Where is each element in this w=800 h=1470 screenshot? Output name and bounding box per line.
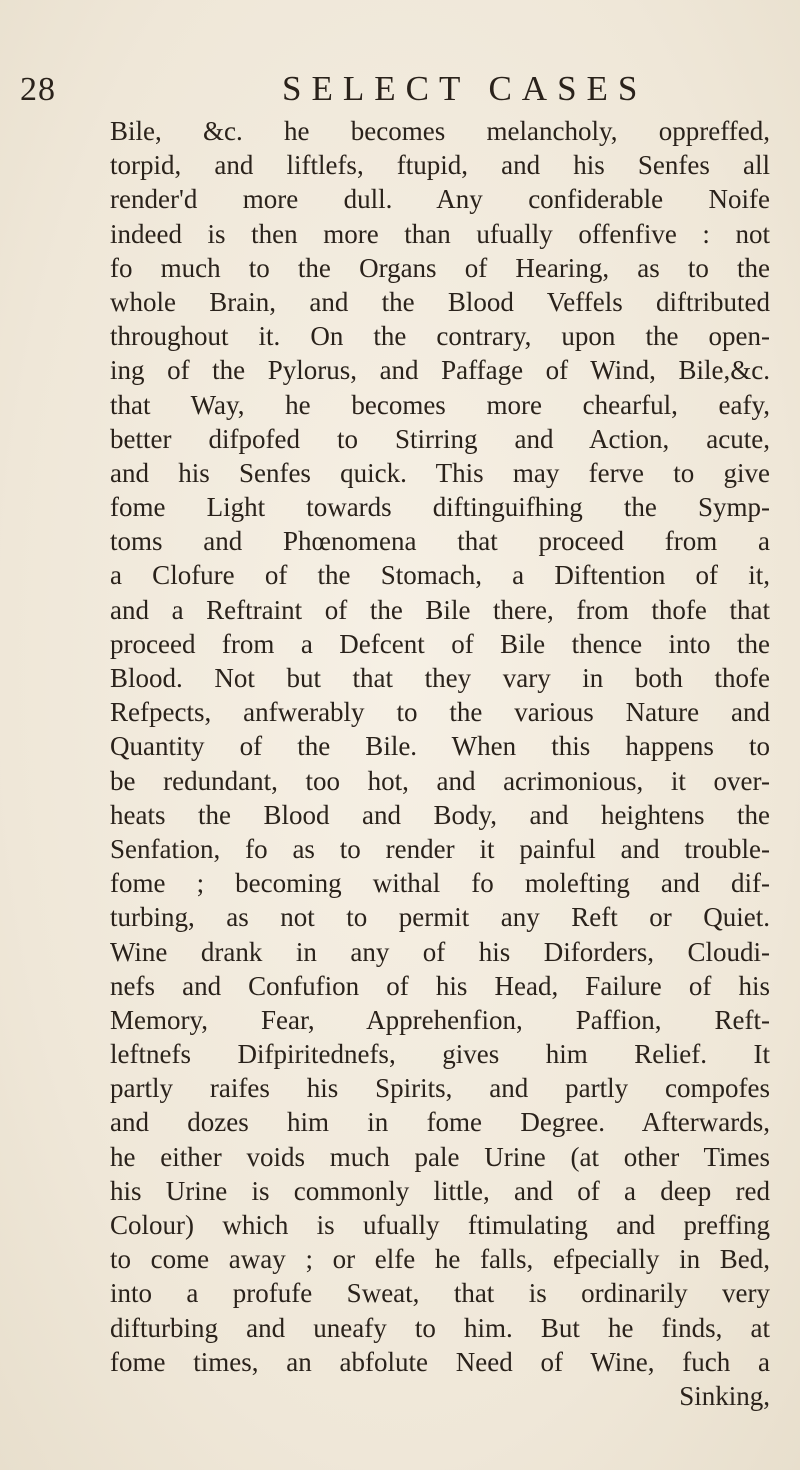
text-line: turbing, as not to permit any Reft or Quiet. [110,902,770,933]
text-line: heats the Blood and Body, and heightens the [110,799,770,830]
body-text [110,114,770,1413]
text-line: be redundant, too hot, and acrimonious, it over- [110,765,770,796]
text-line: nefs and Confufion of his Head, Failure of his [110,970,770,1001]
text-line: proceed from a Defcent of Bile thence into the [110,628,770,659]
text-line: to come away ; or elfe he falls, efpecially in Bed, [110,1244,770,1275]
text-line: Quantity of the Bile. When this happens to [110,731,770,762]
text-line: and a Reftraint of the Bile there, from thofe that [110,594,770,625]
text-line: and his Senfes quick. This may ferve to give [110,457,770,488]
text-line: his Urine is commonly little, and of a deep red [110,1175,770,1206]
text-line: fome Light towards diftinguifhing the Symp- [110,492,770,523]
text-line: into a profufe Sweat, that is ordinarily very [110,1278,770,1309]
text-line: he either voids much pale Urine (at other Times [110,1141,770,1172]
text-line: Wine drank in any of his Diforders, Cloudi- [110,936,770,967]
text-line: Refpects, anfwerably to the various Nature and [110,697,770,728]
text-line: whole Brain, and the Blood Veffels diftributed [110,286,770,317]
text-line: better difpofed to Stirring and Action, acute, [110,423,770,454]
text-line: torpid, and liftlefs, ftupid, and his Senfes all [110,150,770,181]
text-line: Blood. Not but that they vary in both thofe [110,663,770,693]
text-line: indeed is then more than ufually offenfive : not [110,218,770,249]
text-line: a Clofure of the Stomach, a Diftention of it, [110,560,770,591]
running-head: SELECT CASES [282,69,648,108]
text-line: and dozes him in fome Degree. Afterwards, [110,1107,770,1138]
text-line: toms and Phœnomena that proceed from a [110,526,770,557]
text-line: difturbing and uneafy to him. But he finds, at [110,1312,770,1343]
text-line: ing of the Pylorus, and Paffage of Wind, Bile,&c. [110,355,770,386]
text-line: Colour) which is ufually ftimulating and preffing [110,1210,770,1240]
text-line: fo much to the Organs of Hearing, as to the [110,252,770,283]
text-line: Memory, Fear, Apprehenfion, Paffion, Reft- [110,1004,770,1035]
text-line: that Way, he becomes more chearful, eafy, [110,389,770,420]
text-line: Bile, &c. he becomes melancholy, oppreffed, [110,116,770,146]
text-line: render'd more dull. Any confiderable Noife [110,184,770,215]
text-line: fome times, an abfolute Need of Wine, fuch a [110,1346,770,1377]
text-line: partly raifes his Spirits, and partly compofes [110,1073,770,1104]
text-line: Senfation, fo as to render it painful and trouble- [110,833,770,864]
text-line: leftnefs Difpiritednefs, gives him Relief. It [110,1039,770,1070]
text-line: fome ; becoming withal fo molefting and dif- [110,868,770,899]
page-number: 28 [20,71,56,108]
catchword: Sinking, [679,1380,770,1411]
text-line: throughout it. On the contrary, upon the open- [110,321,770,352]
